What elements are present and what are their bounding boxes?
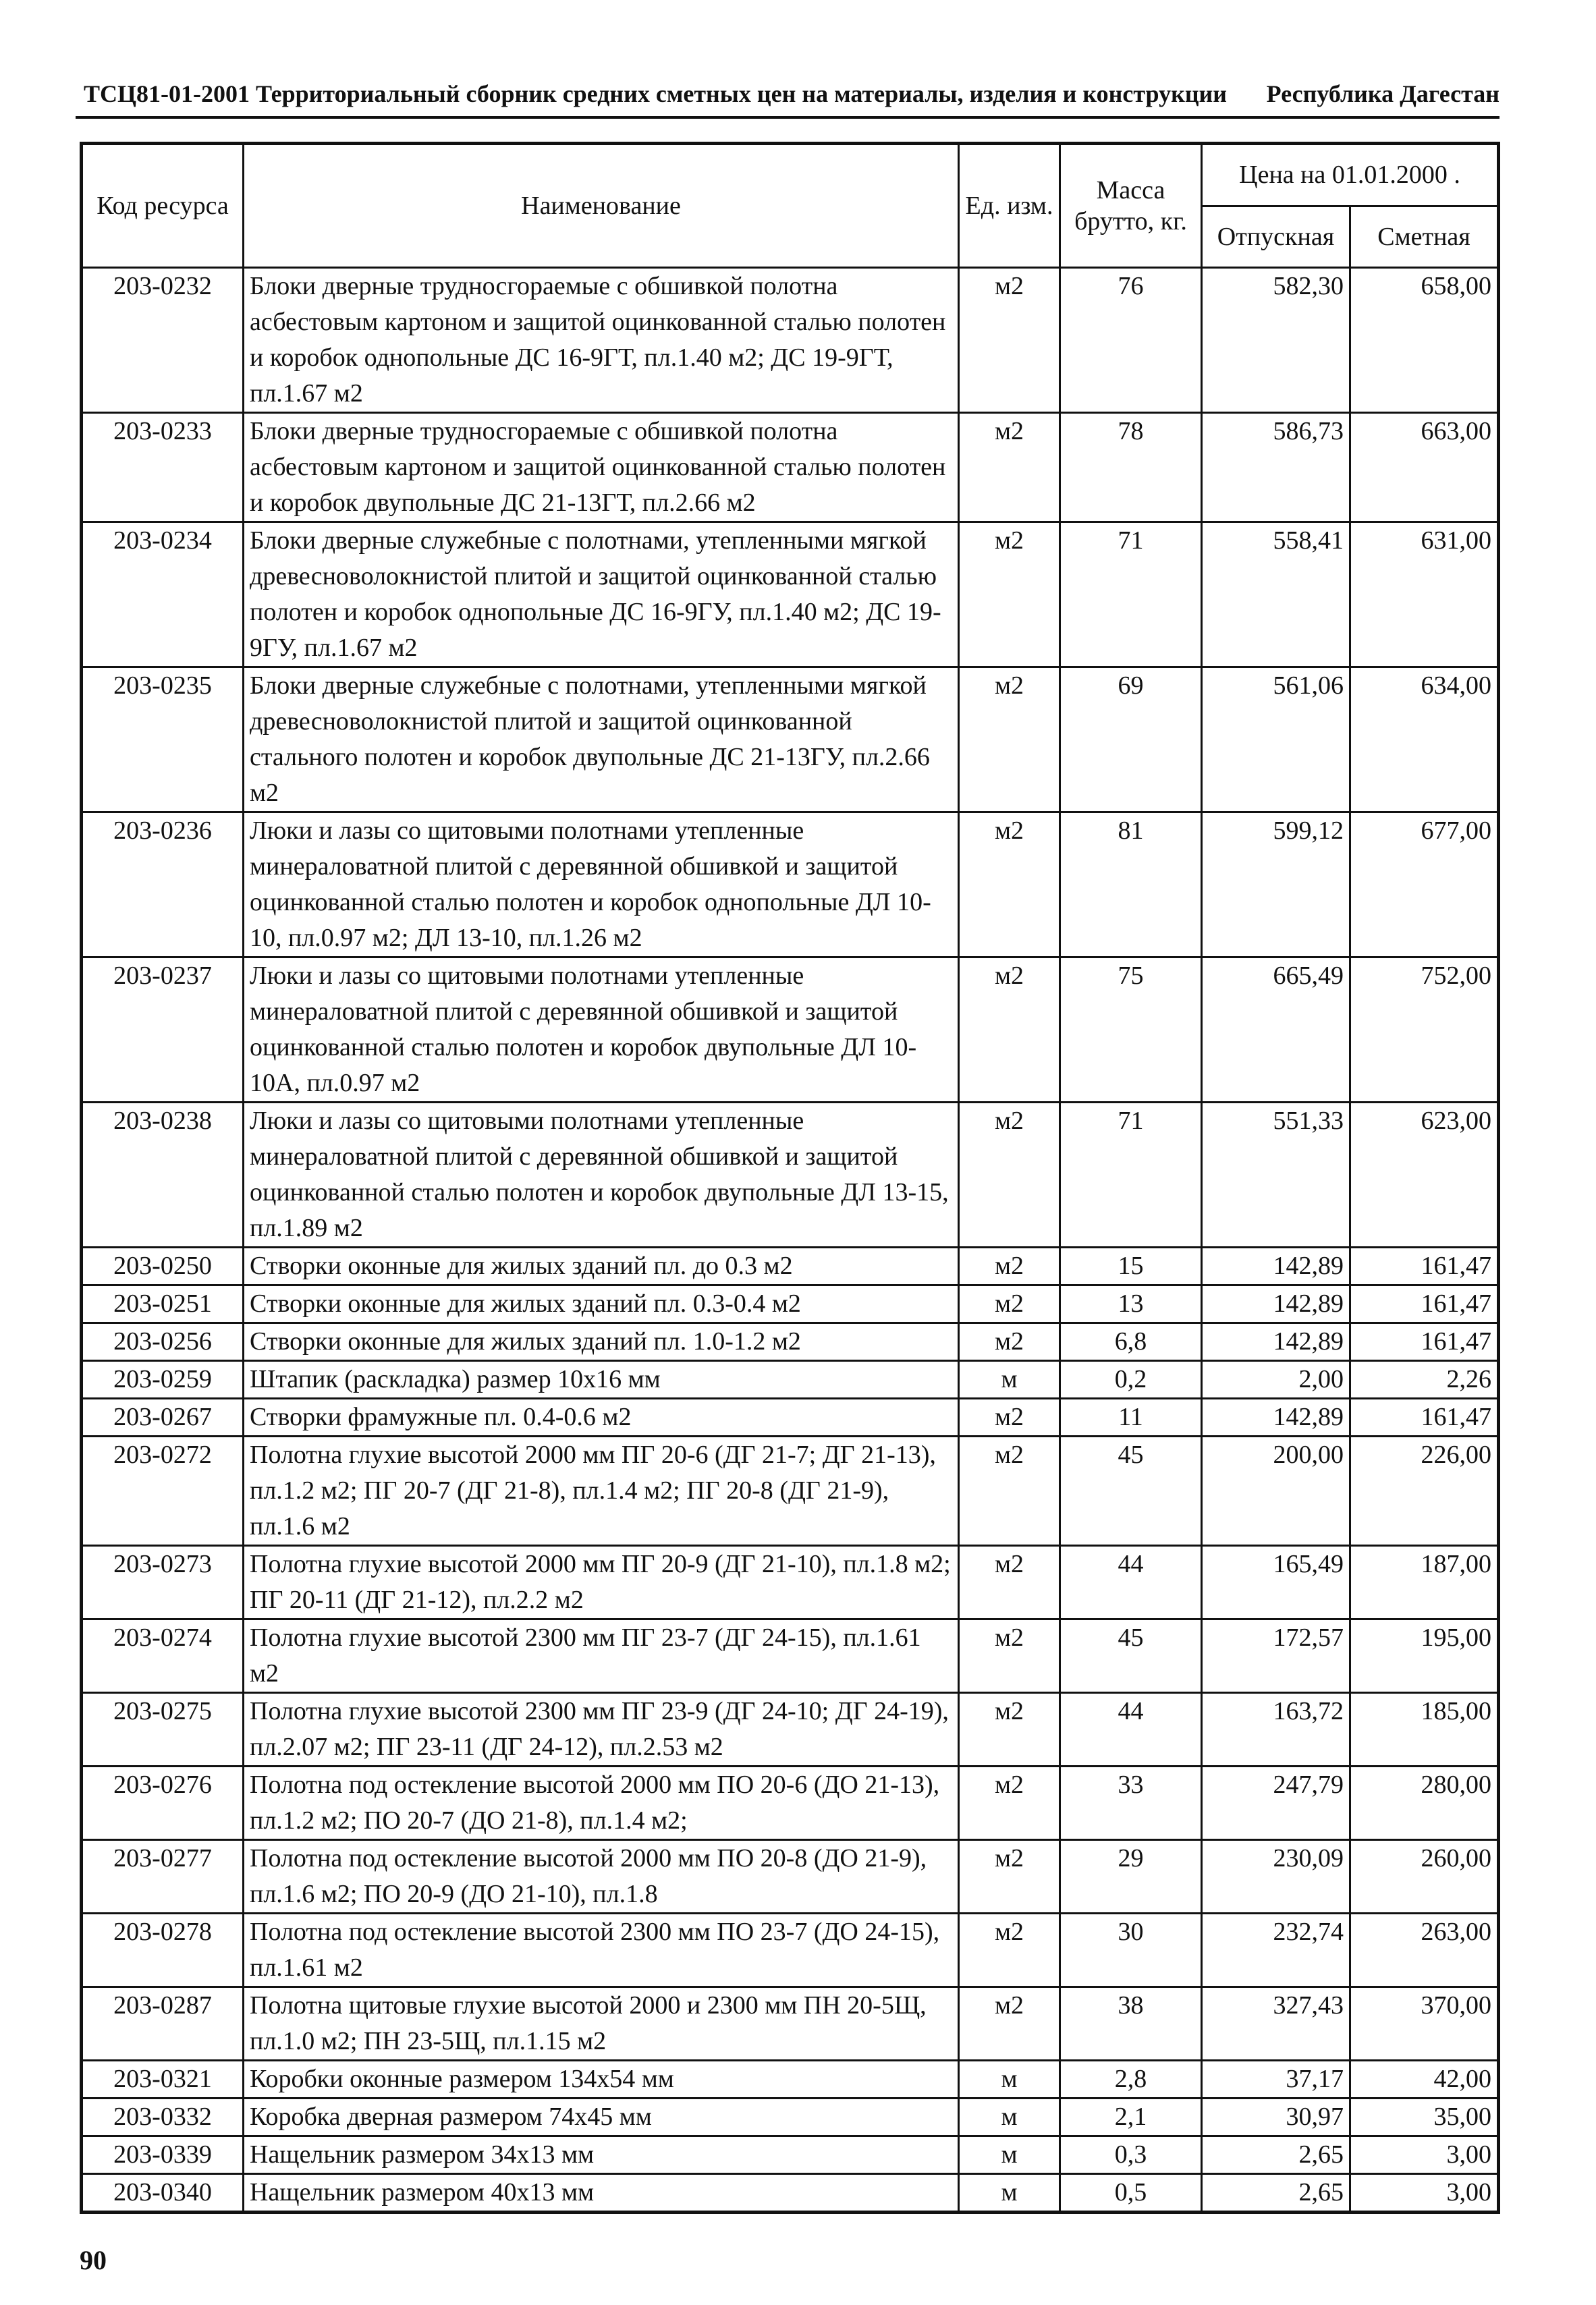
- price-table: [80, 142, 1500, 2214]
- estimate-price: 161,47: [1350, 1248, 1499, 1285]
- table-row: [82, 1437, 1499, 1546]
- table-row: [82, 2174, 1499, 2213]
- release-price: 142,89: [1202, 1248, 1350, 1285]
- release-price: 165,49: [1202, 1546, 1350, 1619]
- table-row: [82, 1619, 1499, 1693]
- column-header-unit: Ед. изм.: [959, 144, 1060, 268]
- column-header-code: Код ресурса: [82, 144, 244, 268]
- resource-code: 203-0274: [82, 1619, 244, 1693]
- unit-of-measure: м2: [959, 667, 1060, 812]
- gross-mass: 78: [1060, 413, 1202, 522]
- gross-mass: 38: [1060, 1987, 1202, 2061]
- table-row: [82, 957, 1499, 1103]
- gross-mass: 81: [1060, 812, 1202, 957]
- estimate-price: 226,00: [1350, 1437, 1499, 1546]
- unit-of-measure: м2: [959, 1248, 1060, 1285]
- resource-code: 203-0321: [82, 2061, 244, 2099]
- unit-of-measure: м: [959, 2061, 1060, 2099]
- release-price: 2,65: [1202, 2174, 1350, 2213]
- table-row: [82, 1103, 1499, 1248]
- gross-mass: 15: [1060, 1248, 1202, 1285]
- resource-code: 203-0340: [82, 2174, 244, 2213]
- resource-code: 203-0276: [82, 1767, 244, 1840]
- resource-code: 203-0256: [82, 1323, 244, 1361]
- gross-mass: 2,8: [1060, 2061, 1202, 2099]
- estimate-price: 280,00: [1350, 1767, 1499, 1840]
- column-header-mass: Масса брутто, кг.: [1060, 144, 1202, 268]
- unit-of-measure: м2: [959, 1399, 1060, 1437]
- resource-name: Блоки дверные трудносгораемые с обшивкой полотна асбестовым картоном и защитой оцинкованной сталью полотен и коробок однопольные ДС 16-9ГТ, пл.1.40 м2; ДС 19-9ГТ, пл.1.67 м2: [244, 268, 959, 413]
- gross-mass: 71: [1060, 1103, 1202, 1248]
- resource-name: Створки оконные для жилых зданий пл. до 0.3 м2: [244, 1248, 959, 1285]
- gross-mass: 45: [1060, 1437, 1202, 1546]
- estimate-price: 3,00: [1350, 2174, 1499, 2213]
- document-title: ТСЦ81-01-2001 Территориальный сборник средних сметных цен на материалы, изделия и конструкции: [84, 80, 1228, 107]
- estimate-price: 195,00: [1350, 1619, 1499, 1693]
- estimate-price: 663,00: [1350, 413, 1499, 522]
- column-header-name: Наименование: [244, 144, 959, 268]
- unit-of-measure: м2: [959, 522, 1060, 667]
- table-row: [82, 1361, 1499, 1399]
- estimate-price: 161,47: [1350, 1285, 1499, 1323]
- gross-mass: 76: [1060, 268, 1202, 413]
- resource-name: Полотна под остекление высотой 2300 мм ПО 23-7 (ДО 24-15), пл.1.61 м2: [244, 1914, 959, 1987]
- gross-mass: 0,5: [1060, 2174, 1202, 2213]
- gross-mass: 69: [1060, 667, 1202, 812]
- resource-code: 203-0259: [82, 1361, 244, 1399]
- resource-code: 203-0273: [82, 1546, 244, 1619]
- resource-code: 203-0233: [82, 413, 244, 522]
- unit-of-measure: м2: [959, 1914, 1060, 1987]
- resource-code: 203-0332: [82, 2099, 244, 2136]
- estimate-price: 161,47: [1350, 1323, 1499, 1361]
- resource-name: Нащельник размером 34x13 мм: [244, 2136, 959, 2174]
- release-price: 142,89: [1202, 1399, 1350, 1437]
- table-row: [82, 1323, 1499, 1361]
- resource-code: 203-0277: [82, 1840, 244, 1914]
- region-name: Республика Дагестан: [1266, 80, 1499, 107]
- table-row: [82, 413, 1499, 522]
- gross-mass: 45: [1060, 1619, 1202, 1693]
- resource-code: 203-0275: [82, 1693, 244, 1767]
- resource-code: 203-0234: [82, 522, 244, 667]
- column-header-estimate-price: Сметная: [1350, 206, 1499, 268]
- resource-code: 203-0232: [82, 268, 244, 413]
- page-header: [76, 73, 1499, 113]
- resource-code: 203-0251: [82, 1285, 244, 1323]
- estimate-price: 187,00: [1350, 1546, 1499, 1619]
- estimate-price: 370,00: [1350, 1987, 1499, 2061]
- gross-mass: 33: [1060, 1767, 1202, 1840]
- release-price: 230,09: [1202, 1840, 1350, 1914]
- estimate-price: 623,00: [1350, 1103, 1499, 1248]
- release-price: 30,97: [1202, 2099, 1350, 2136]
- unit-of-measure: м2: [959, 957, 1060, 1103]
- unit-of-measure: м2: [959, 1619, 1060, 1693]
- table-row: [82, 1399, 1499, 1437]
- resource-name: Люки и лазы со щитовыми полотнами утепленные минераловатной плитой с деревянной обшивкой и защитой оцинкованной сталью полотен и коробок однопольные ДЛ 10-10, пл.0.97 м2; ДЛ 13-10, пл.1.26 м2: [244, 812, 959, 957]
- unit-of-measure: м2: [959, 268, 1060, 413]
- resource-code: 203-0237: [82, 957, 244, 1103]
- table-row: [82, 1840, 1499, 1914]
- header-rule: [76, 116, 1499, 119]
- resource-code: 203-0339: [82, 2136, 244, 2174]
- resource-code: 203-0250: [82, 1248, 244, 1285]
- gross-mass: 75: [1060, 957, 1202, 1103]
- estimate-price: 161,47: [1350, 1399, 1499, 1437]
- gross-mass: 13: [1060, 1285, 1202, 1323]
- gross-mass: 30: [1060, 1914, 1202, 1987]
- table-row: [82, 1767, 1499, 1840]
- unit-of-measure: м2: [959, 1693, 1060, 1767]
- resource-name: Створки фрамужные пл. 0.4-0.6 м2: [244, 1399, 959, 1437]
- table-row: [82, 2099, 1499, 2136]
- page-number: 90: [80, 2245, 107, 2275]
- release-price: 163,72: [1202, 1693, 1350, 1767]
- estimate-price: 631,00: [1350, 522, 1499, 667]
- table-row: [82, 1914, 1499, 1987]
- resource-name: Блоки дверные служебные с полотнами, утепленными мягкой древесноволокнистой плитой и защитой оцинкованной стального полотен и коробок двупольные ДС 21-13ГУ, пл.2.66 м2: [244, 667, 959, 812]
- gross-mass: 44: [1060, 1693, 1202, 1767]
- resource-code: 203-0235: [82, 667, 244, 812]
- estimate-price: 263,00: [1350, 1914, 1499, 1987]
- release-price: 200,00: [1202, 1437, 1350, 1546]
- table-body: [82, 268, 1499, 2213]
- unit-of-measure: м2: [959, 413, 1060, 522]
- resource-name: Створки оконные для жилых зданий пл. 0.3-0.4 м2: [244, 1285, 959, 1323]
- table-row: [82, 268, 1499, 413]
- resource-name: Люки и лазы со щитовыми полотнами утепленные минераловатной плитой с деревянной обшивкой и защитой оцинкованной сталью полотен и коробок двупольные ДЛ 10-10А, пл.0.97 м2: [244, 957, 959, 1103]
- release-price: 2,00: [1202, 1361, 1350, 1399]
- release-price: 599,12: [1202, 812, 1350, 957]
- unit-of-measure: м2: [959, 1767, 1060, 1840]
- table-row: [82, 2136, 1499, 2174]
- unit-of-measure: м: [959, 2099, 1060, 2136]
- resource-code: 203-0287: [82, 1987, 244, 2061]
- table-row: [82, 1248, 1499, 1285]
- release-price: 232,74: [1202, 1914, 1350, 1987]
- unit-of-measure: м2: [959, 1437, 1060, 1546]
- resource-name: Коробки оконные размером 134x54 мм: [244, 2061, 959, 2099]
- resource-name: Полотна глухие высотой 2000 мм ПГ 20-6 (ДГ 21-7; ДГ 21-13), пл.1.2 м2; ПГ 20-7 (ДГ 21-8), пл.1.4 м2; ПГ 20-8 (ДГ 21-9), пл.1.6 м2: [244, 1437, 959, 1546]
- estimate-price: 3,00: [1350, 2136, 1499, 2174]
- table-row: [82, 667, 1499, 812]
- unit-of-measure: м: [959, 2136, 1060, 2174]
- unit-of-measure: м2: [959, 1546, 1060, 1619]
- unit-of-measure: м2: [959, 1987, 1060, 2061]
- table-row: [82, 1693, 1499, 1767]
- table-row: [82, 2061, 1499, 2099]
- release-price: 586,73: [1202, 413, 1350, 522]
- resource-name: Полотна под остекление высотой 2000 мм ПО 20-8 (ДО 21-9), пл.1.6 м2; ПО 20-9 (ДО 21-10), пл.1.8: [244, 1840, 959, 1914]
- estimate-price: 634,00: [1350, 667, 1499, 812]
- resource-code: 203-0278: [82, 1914, 244, 1987]
- resource-code: 203-0272: [82, 1437, 244, 1546]
- estimate-price: 35,00: [1350, 2099, 1499, 2136]
- estimate-price: 2,26: [1350, 1361, 1499, 1399]
- resource-name: Коробка дверная размером 74x45 мм: [244, 2099, 959, 2136]
- release-price: 327,43: [1202, 1987, 1350, 2061]
- column-header-price-date: Цена на 01.01.2000 .: [1202, 144, 1499, 206]
- release-price: 247,79: [1202, 1767, 1350, 1840]
- unit-of-measure: м2: [959, 812, 1060, 957]
- table-row: [82, 1987, 1499, 2061]
- resource-name: Полотна глухие высотой 2000 мм ПГ 20-9 (ДГ 21-10), пл.1.8 м2; ПГ 20-11 (ДГ 21-12), пл.2.2 м2: [244, 1546, 959, 1619]
- release-price: 561,06: [1202, 667, 1350, 812]
- release-price: 37,17: [1202, 2061, 1350, 2099]
- release-price: 142,89: [1202, 1323, 1350, 1361]
- resource-name: Нащельник размером 40x13 мм: [244, 2174, 959, 2213]
- resource-name: Полотна под остекление высотой 2000 мм ПО 20-6 (ДО 21-13), пл.1.2 м2; ПО 20-7 (ДО 21-8), пл.1.4 м2;: [244, 1767, 959, 1840]
- resource-name: Полотна глухие высотой 2300 мм ПГ 23-9 (ДГ 24-10; ДГ 24-19), пл.2.07 м2; ПГ 23-11 (ДГ 24-12), пл.2.53 м2: [244, 1693, 959, 1767]
- release-price: 172,57: [1202, 1619, 1350, 1693]
- gross-mass: 11: [1060, 1399, 1202, 1437]
- estimate-price: 185,00: [1350, 1693, 1499, 1767]
- gross-mass: 29: [1060, 1840, 1202, 1914]
- gross-mass: 0,3: [1060, 2136, 1202, 2174]
- table-row: [82, 1285, 1499, 1323]
- gross-mass: 6,8: [1060, 1323, 1202, 1361]
- resource-name: Блоки дверные трудносгораемые с обшивкой полотна асбестовым картоном и защитой оцинкованной сталью полотен и коробок двупольные ДС 21-13ГТ, пл.2.66 м2: [244, 413, 959, 522]
- unit-of-measure: м2: [959, 1285, 1060, 1323]
- table-row: [82, 1546, 1499, 1619]
- gross-mass: 44: [1060, 1546, 1202, 1619]
- unit-of-measure: м2: [959, 1840, 1060, 1914]
- gross-mass: 71: [1060, 522, 1202, 667]
- resource-name: Полотна глухие высотой 2300 мм ПГ 23-7 (ДГ 24-15), пл.1.61 м2: [244, 1619, 959, 1693]
- resource-name: Штапик (раскладка) размер 10x16 мм: [244, 1361, 959, 1399]
- resource-code: 203-0267: [82, 1399, 244, 1437]
- release-price: 142,89: [1202, 1285, 1350, 1323]
- estimate-price: 752,00: [1350, 957, 1499, 1103]
- unit-of-measure: м2: [959, 1323, 1060, 1361]
- estimate-price: 260,00: [1350, 1840, 1499, 1914]
- release-price: 558,41: [1202, 522, 1350, 667]
- estimate-price: 658,00: [1350, 268, 1499, 413]
- gross-mass: 0,2: [1060, 1361, 1202, 1399]
- resource-name: Люки и лазы со щитовыми полотнами утепленные минераловатной плитой с деревянной обшивкой и защитой оцинкованной сталью полотен и коробок двупольные ДЛ 13-15, пл.1.89 м2: [244, 1103, 959, 1248]
- release-price: 551,33: [1202, 1103, 1350, 1248]
- estimate-price: 42,00: [1350, 2061, 1499, 2099]
- unit-of-measure: м: [959, 2174, 1060, 2213]
- resource-code: 203-0238: [82, 1103, 244, 1248]
- unit-of-measure: м2: [959, 1103, 1060, 1248]
- resource-name: Полотна щитовые глухие высотой 2000 и 2300 мм ПН 20-5Щ, пл.1.0 м2; ПН 23-5Щ, пл.1.15 м2: [244, 1987, 959, 2061]
- release-price: 2,65: [1202, 2136, 1350, 2174]
- release-price: 665,49: [1202, 957, 1350, 1103]
- table-row: [82, 522, 1499, 667]
- column-header-release-price: Отпускная: [1202, 206, 1350, 268]
- resource-name: Блоки дверные служебные с полотнами, утепленными мягкой древесноволокнистой плитой и защитой оцинкованной сталью полотен и коробок однопольные ДС 16-9ГУ, пл.1.40 м2; ДС 19-9ГУ, пл.1.67 м2: [244, 522, 959, 667]
- release-price: 582,30: [1202, 268, 1350, 413]
- estimate-price: 677,00: [1350, 812, 1499, 957]
- resource-code: 203-0236: [82, 812, 244, 957]
- gross-mass: 2,1: [1060, 2099, 1202, 2136]
- resource-name: Створки оконные для жилых зданий пл. 1.0-1.2 м2: [244, 1323, 959, 1361]
- unit-of-measure: м: [959, 1361, 1060, 1399]
- table-row: [82, 812, 1499, 957]
